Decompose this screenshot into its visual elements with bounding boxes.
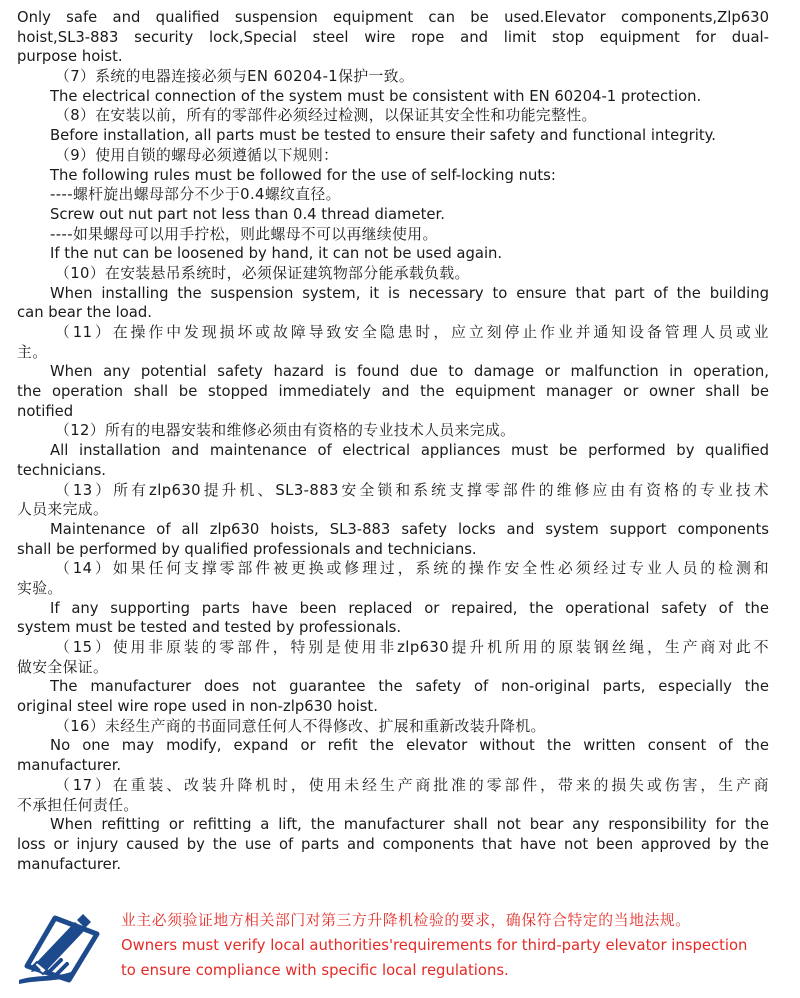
pen-paper-icon — [17, 904, 107, 984]
item-17-cn: （17）在重装、改装升降机时，使用未经生产商批准的零部件，带来的损失或伤害，生产商 — [55, 776, 769, 794]
item-17-en: When refitting or refitting a lift, the manufacturer shall not bear any responsibility for the — [50, 816, 769, 834]
text-line: hoist,SL3-883 security lock,Special steel wire rope and limit stop equipment for dual- — [17, 28, 769, 46]
item-15-en: The manufacturer does not guarantee the safety of non-original parts, especially the — [50, 678, 769, 696]
item-8-cn: （8）在安装以前，所有的零部件必须经过检测，以保证其安全性和功能完整性。 — [55, 107, 597, 125]
text-line: loss or injury caused by the use of parts and components that have not been approved by the — [17, 835, 769, 853]
text-line: 实验。 — [17, 579, 63, 597]
item-7-cn: （7）系统的电器连接必须与EN 60204-1保护一致。 — [55, 68, 415, 86]
owner-notice — [17, 900, 777, 990]
text-line: Only safe and qualified suspension equipment can be used.Elevator components,Zlp630 — [17, 9, 769, 26]
item-12-cn: （12）所有的电器安装和维修必须由有资格的专业技术人员来完成。 — [55, 422, 516, 440]
item-11-en: When any potential safety hazard is found due to damage or malfunction in operation, — [50, 363, 769, 381]
text-line: original steel wire rope used in non-zlp630 hoist. — [17, 698, 378, 716]
text-line: purpose hoist. — [17, 48, 123, 66]
item-14-en: If any supporting parts have been replaced or repaired, the operational safety of the — [50, 599, 769, 617]
text-line: manufacturer. — [17, 757, 122, 775]
safety-instructions-text — [17, 8, 769, 874]
item-13-en: Maintenance of all zlp630 hoists, SL3-883 safety locks and system support components — [50, 520, 769, 538]
item-10-cn: （10）在安装悬吊系统时，必须保证建筑物部分能承载负载。 — [55, 264, 470, 282]
rule-1-cn: ----螺杆旋出螺母部分不少于0.4螺纹直径。 — [50, 186, 341, 204]
text-line: technicians. — [17, 461, 107, 479]
text-line: the operation shall be stopped immediately and the equipment manager or owner shall be — [17, 383, 769, 401]
text-line: 不承担任何责任。 — [17, 796, 139, 814]
notice-text — [121, 908, 781, 983]
text-line: notified — [17, 402, 74, 420]
rule-2-en: If the nut can be loosened by hand, it can not be used again. — [50, 245, 503, 263]
text-line: 人员来完成。 — [17, 501, 109, 519]
item-8-en: Before installation, all parts must be tested to ensure their safety and functional integrity. — [50, 127, 716, 145]
notice-cn: 业主必须验证地方相关部门对第三方升降机检验的要求，确保符合特定的当地法规。 — [121, 912, 691, 929]
item-9-en: The following rules must be followed for the use of self-locking nuts: — [50, 166, 556, 184]
item-13-cn: （13）所有zlp630提升机、SL3-883安全锁和系统支撑零部件的维修应由有资格的专业技术 — [55, 481, 769, 499]
notice-en-line-1: Owners must verify local authorities'requirements for third-party elevator inspection — [121, 937, 748, 954]
item-16-cn: （16）未经生产商的书面同意任何人不得修改、扩展和重新改装升降机。 — [55, 717, 546, 735]
notice-en-line-2: to ensure compliance with specific local regulations. — [121, 962, 509, 979]
item-16-en: No one may modify, expand or refit the elevator without the written consent of the — [50, 737, 769, 755]
text-line: manufacturer. — [17, 855, 122, 873]
text-line: can bear the load. — [17, 304, 152, 322]
rule-2-cn: ----如果螺母可以用手拧松，则此螺母不可以再继续使用。 — [50, 225, 438, 243]
item-15-cn: （15）使用非原装的零部件，特别是使用非zlp630提升机所用的原装钢丝绳，生产商对此不 — [55, 639, 769, 656]
item-14-cn: （14）如果任何支撑零部件被更换或修理过，系统的操作安全性必须经过专业人员的检测和 — [55, 560, 769, 578]
item-10-en: When installing the suspension system, it is necessary to ensure that part of the building — [50, 284, 769, 302]
rule-1-en: Screw out nut part not less than 0.4 thread diameter. — [50, 205, 445, 223]
text-line: shall be performed by qualified professionals and technicians. — [17, 540, 477, 558]
item-11-cn: （11）在操作中发现损坏或故障导致安全隐患时，应立刻停止作业并通知设备管理人员或业 — [55, 324, 769, 341]
item-9-cn: （9）使用自锁的螺母必须遵循以下规则： — [55, 146, 339, 164]
text-line: system must be tested and tested by professionals. — [17, 619, 402, 637]
text-line: 做安全保证。 — [17, 658, 109, 676]
item-12-en: All installation and maintenance of electrical appliances must be performed by qualified — [50, 442, 769, 460]
item-7-en: The electrical connection of the system must be consistent with EN 60204-1 protection. — [50, 87, 702, 105]
text-line: 主。 — [17, 343, 48, 361]
